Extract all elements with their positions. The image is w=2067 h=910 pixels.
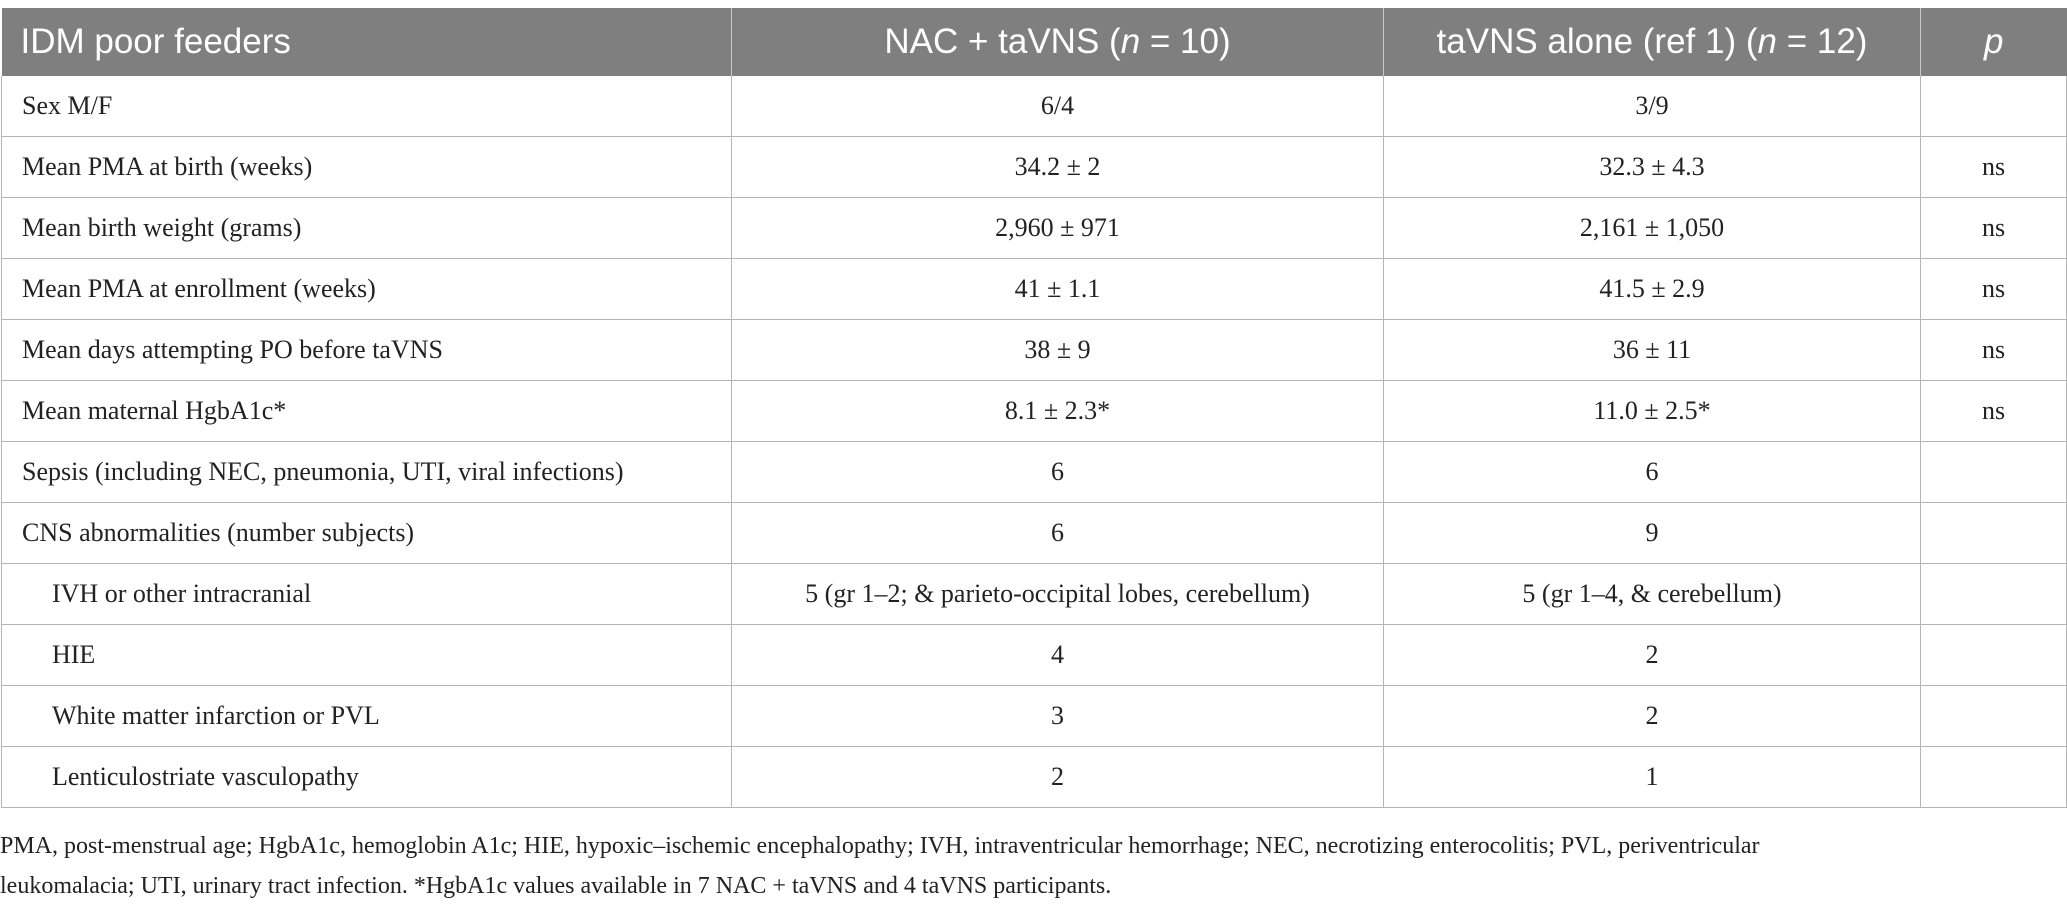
- row-label: HIE: [2, 625, 732, 686]
- nac-tavns-value: 2,960 ± 971: [732, 198, 1384, 259]
- tavns-alone-value: 2: [1384, 625, 1921, 686]
- p-value: [1921, 747, 2067, 808]
- table-header: [2, 8, 2067, 76]
- p-value: ns: [1921, 320, 2067, 381]
- header-tavns-count: = 12): [1776, 22, 1868, 61]
- tavns-alone-value: 32.3 ± 4.3: [1384, 137, 1921, 198]
- row-label: Mean birth weight (grams): [2, 198, 732, 259]
- table-row: [2, 259, 2067, 320]
- p-value: [1921, 625, 2067, 686]
- tavns-alone-value: 11.0 ± 2.5*: [1384, 381, 1921, 442]
- tavns-alone-value: 2,161 ± 1,050: [1384, 198, 1921, 259]
- p-value: [1921, 76, 2067, 137]
- tavns-alone-value: 1: [1384, 747, 1921, 808]
- table-row: [2, 686, 2067, 747]
- tavns-alone-value: 41.5 ± 2.9: [1384, 259, 1921, 320]
- table-row: [2, 198, 2067, 259]
- p-value: [1921, 564, 2067, 625]
- patient-characteristics-table: [1, 8, 2067, 808]
- p-value: ns: [1921, 381, 2067, 442]
- nac-tavns-value: 41 ± 1.1: [732, 259, 1384, 320]
- table-row: [2, 381, 2067, 442]
- row-label: Mean days attempting PO before taVNS: [2, 320, 732, 381]
- header-tavns-n-symbol: n: [1757, 22, 1777, 61]
- nac-tavns-value: 34.2 ± 2: [732, 137, 1384, 198]
- table-row: [2, 503, 2067, 564]
- row-label: White matter infarction or PVL: [2, 686, 732, 747]
- nac-tavns-value: 2: [732, 747, 1384, 808]
- header-tavns-text: taVNS alone (ref 1) (: [1436, 22, 1758, 61]
- nac-tavns-value: 8.1 ± 2.3*: [732, 381, 1384, 442]
- row-label: CNS abnormalities (number subjects): [2, 503, 732, 564]
- row-label: Mean PMA at enrollment (weeks): [2, 259, 732, 320]
- p-value: ns: [1921, 137, 2067, 198]
- row-label: Sepsis (including NEC, pneumonia, UTI, viral infections): [2, 442, 732, 503]
- header-row: [2, 8, 2067, 76]
- footnote-line-2: leukomalacia; UTI, urinary tract infection. *HgbA1c values available in 7 NAC + taVNS and 4 taVNS participants.: [0, 873, 1112, 899]
- row-label: Lenticulostriate vasculopathy: [2, 747, 732, 808]
- table-row: [2, 76, 2067, 137]
- tavns-alone-value: 2: [1384, 686, 1921, 747]
- row-label: Mean PMA at birth (weeks): [2, 137, 732, 198]
- tavns-alone-value: 5 (gr 1–4, & cerebellum): [1384, 564, 1921, 625]
- nac-tavns-value: 4: [732, 625, 1384, 686]
- tavns-alone-value: 9: [1384, 503, 1921, 564]
- data-table-container: [1, 8, 2066, 808]
- table-body: [2, 76, 2067, 808]
- row-label: Mean maternal HgbA1c*: [2, 381, 732, 442]
- header-p-symbol: p: [1984, 22, 2004, 61]
- tavns-alone-value: 6: [1384, 442, 1921, 503]
- p-value: [1921, 686, 2067, 747]
- tavns-alone-value: 3/9: [1384, 76, 1921, 137]
- nac-tavns-value: 5 (gr 1–2; & parieto-occipital lobes, cerebellum): [732, 564, 1384, 625]
- table-row: [2, 137, 2067, 198]
- table-row: [2, 320, 2067, 381]
- nac-tavns-value: 6: [732, 442, 1384, 503]
- p-value: [1921, 503, 2067, 564]
- table-footnote: [0, 826, 2060, 906]
- tavns-alone-value: 36 ± 11: [1384, 320, 1921, 381]
- header-nac-tavns-column: [732, 8, 1384, 76]
- row-label: Sex M/F: [2, 76, 732, 137]
- p-value: [1921, 442, 2067, 503]
- table-row: [2, 625, 2067, 686]
- nac-tavns-value: 6/4: [732, 76, 1384, 137]
- p-value: ns: [1921, 198, 2067, 259]
- footnote-line-1: PMA, post-menstrual age; HgbA1c, hemoglobin A1c; HIE, hypoxic–ischemic encephalopathy; IVH, intraventricular hemorrhage; NEC, necrotizing enterocolitis; PVL, periventricular: [0, 833, 1760, 859]
- nac-tavns-value: 38 ± 9: [732, 320, 1384, 381]
- nac-tavns-value: 3: [732, 686, 1384, 747]
- header-nac-text: NAC + taVNS (: [884, 22, 1121, 61]
- table-row: [2, 747, 2067, 808]
- header-group-column: IDM poor feeders: [2, 8, 732, 76]
- header-tavns-alone-column: [1384, 8, 1921, 76]
- row-label: IVH or other intracranial: [2, 564, 732, 625]
- table-row: [2, 442, 2067, 503]
- table-row: [2, 564, 2067, 625]
- header-nac-n-symbol: n: [1120, 22, 1141, 61]
- nac-tavns-value: 6: [732, 503, 1384, 564]
- p-value: ns: [1921, 259, 2067, 320]
- header-nac-count: = 10): [1140, 22, 1231, 61]
- header-p-value-column: [1921, 8, 2067, 76]
